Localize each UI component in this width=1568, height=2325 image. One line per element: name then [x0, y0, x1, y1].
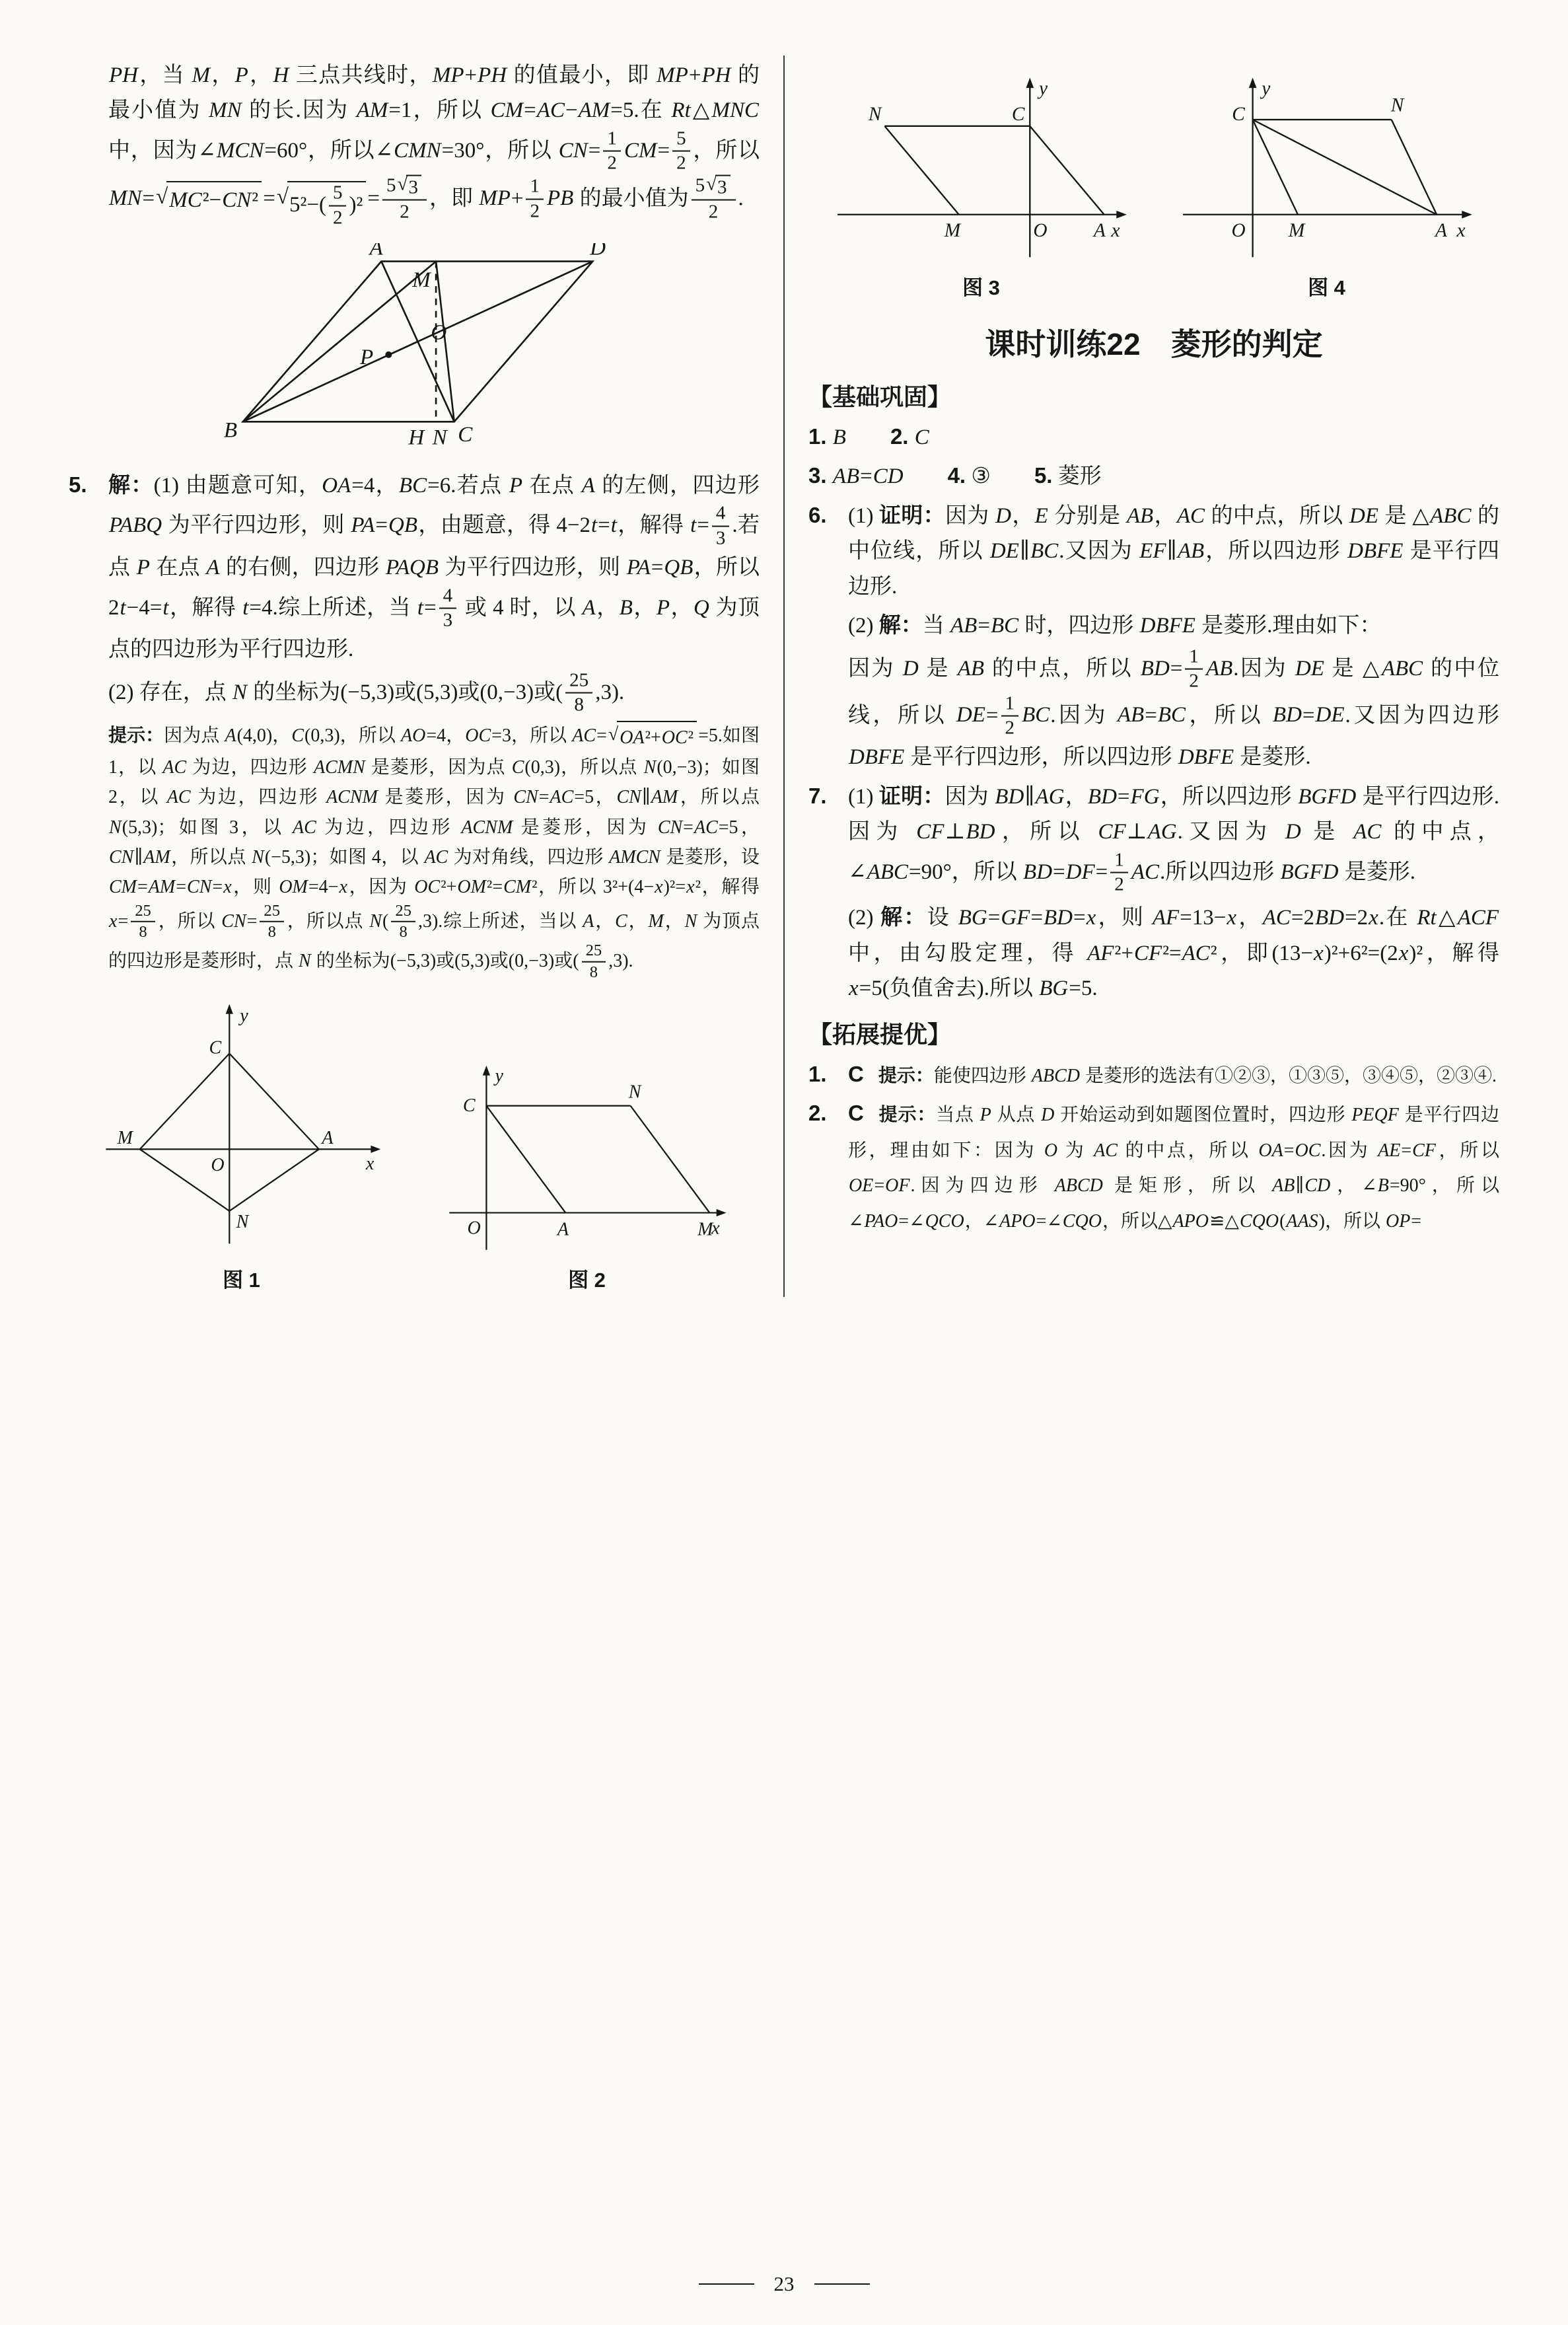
- page-number: 23: [773, 2272, 795, 2295]
- parallelogram-shape: [486, 1106, 709, 1213]
- figure-2-diagram: [442, 1053, 732, 1257]
- vertex-label-A: A: [1093, 219, 1106, 241]
- vertex-label-N: N: [628, 1082, 641, 1103]
- hint-text: 提示：当点 P 从点 D 开始运动到如题图位置时，四边形 PEQF 是平行四边形，理由如下：因为 O 为 AC 的中点，所以 OA=OC.因为 AE=CF，所以 OE=OF.因为四边形 ABCD 是矩形，所以 AB∥CD，∠B=90°，所以∠PAO=∠QCO，∠APO=∠CQO，所以△APO≌△CQO(AAS)，所以 OP=: [848, 1104, 1499, 1232]
- vertex-label-N: N: [868, 104, 882, 126]
- problem-number: 2.: [808, 1101, 827, 1126]
- figure-3-caption: 图 3: [962, 276, 1000, 299]
- axis-label-x: x: [365, 1154, 374, 1175]
- vertex-label-C: C: [1011, 104, 1024, 126]
- problem-6: [808, 498, 1499, 776]
- answers-line-1: 1. B 2. C: [808, 424, 929, 449]
- figures-3-4-row: [808, 65, 1499, 301]
- figure-1-caption: 图 1: [223, 1269, 260, 1292]
- hint-problem-5: [69, 720, 760, 982]
- answers-line-2: 3. AB=CD 4. ③ 5. 菱形: [808, 463, 1102, 489]
- vertex-label-A: A: [557, 1219, 569, 1240]
- figure-parallelogram: [69, 243, 760, 458]
- paragraph: (1) 证明：因为 BD∥AG，BD=FG，所以四边形 BGFD 是平行四边形.因为 CF⊥BD，所以 CF⊥AG.又因为 D 是 AC 的中点，∠ABC=90°，所以 BD=DF= $\frac{1}{2}$ AC.所以四边形 BGFD 是菱形.: [848, 783, 1500, 895]
- figure-2: [414, 1053, 760, 1293]
- figure-1-diagram: [96, 992, 387, 1257]
- footer-rule-right: [814, 2283, 870, 2285]
- vertex-label-A: A: [321, 1128, 334, 1149]
- axis-label-y: y: [1038, 77, 1048, 99]
- vertex-label-D: D: [590, 242, 606, 260]
- vertex-label-M: M: [412, 268, 431, 293]
- lesson-heading: 课时训练22 菱形的判定: [985, 327, 1323, 361]
- axes: [1183, 78, 1472, 258]
- left-column: [69, 55, 783, 1297]
- origin-label: O: [1231, 219, 1246, 241]
- section-extension-label: 【拓展提优】: [808, 1020, 952, 1048]
- vertex-label-C: C: [462, 1095, 476, 1117]
- figures-1-2-row: [69, 992, 760, 1293]
- vertex-label-N: N: [432, 425, 447, 450]
- paragraph: [848, 1056, 1499, 1093]
- axis-label-x: x: [711, 1218, 720, 1239]
- vertex-label-M: M: [944, 219, 960, 241]
- vertex-label-N: N: [236, 1212, 248, 1233]
- extension-item-2: [808, 1095, 1499, 1238]
- parallelogram-shape: [884, 126, 1104, 215]
- problem-5: [69, 467, 760, 718]
- paragraph: (2) 解：当 AB=BC 时，四边形 DBFE 是菱形.理由如下：: [848, 612, 1382, 638]
- vertex-label-O: O: [431, 320, 447, 345]
- axes: [449, 1066, 726, 1250]
- footer-rule-left: [699, 2283, 754, 2285]
- origin-label: O: [1032, 219, 1048, 241]
- paragraph: (2) 解：设 BG=GF=BD=x，则 AF=13−x，AC=2BD=2x.在 Rt△ACF 中，由勾股定理，得 AF²+CF²=AC²，即(13−x)²+6²=(2x)²，解得 x=5(负值舍去).所以 BG=5.: [848, 904, 1499, 1001]
- vertex-label-C: C: [1231, 104, 1245, 126]
- axis-label-x: x: [1110, 219, 1120, 241]
- vertex-label-H: H: [408, 425, 425, 450]
- paragraph: 因为 D 是 AB 的中点，所以 BD= $\frac{1}{2}$ AB.因为 DE 是 △ABC 的中位线，所以 DE= $\frac{1}{2}$ BC.因为 AB=BC，所以 BD=DE.又因为四边形 DBFE 是平行四边形，所以四边形 DBFE 是菱形.: [848, 646, 1500, 770]
- axis-label-y: y: [495, 1066, 503, 1087]
- figure-2-caption: 图 2: [568, 1269, 606, 1292]
- figure-4-caption: 图 4: [1308, 276, 1345, 299]
- paragraph: PH，当 M，P，H 三点共线时，MP+PH 的值最小，即 MP+PH 的最小值为 MN 的长.因为 AM=1，所以 CM=AC−AM=5.在 Rt△MNC 中，因为∠MCN=60°，所以∠CMN=30°，所以 CN= $\frac{1}{2}$ CM= $\frac{5}{2}$ ，所以 MN= √ MC²−CN² = √ 5²−( $\frac{5}{2}$ )² = 5 √ 3 2 ，即 MP+ $\frac{1}{2}$ PB 的最小值为 5 √ 3 2 .: [108, 58, 760, 230]
- axes: [106, 1004, 380, 1244]
- figure-3-diagram: [830, 65, 1133, 265]
- vertex-label-M: M: [1288, 219, 1304, 241]
- origin-label: O: [210, 1155, 225, 1176]
- figure-3: [808, 65, 1154, 301]
- page-footer: [0, 2272, 1568, 2296]
- paragraph: 解：(1) 由题意可知，OA=4，BC=6.若点 P 在点 A 的左侧，四边形 PABQ 为平行四边形，则 PA=QB，由题意，得 4−2t=t，解得 t= $\frac{4}{3}$ .若点 P 在点 A 的右侧，四边形 PAQB 为平行四边形，则 PA=QB，所以 2t−4=t，解得 t=4.综上所述，当 t= $\frac{4}{3}$ 或 4 时，以 A，B，P，Q 为顶点的四边形为平行四边形.: [108, 472, 760, 662]
- solution-continuation: [69, 58, 760, 230]
- vertex-label-C: C: [458, 423, 473, 447]
- problem-7: [808, 778, 1499, 1007]
- vertex-label-A: A: [369, 242, 383, 260]
- hint-paragraph: 提示：因为点 A(4,0)，C(0,3)，所以 AO=4，OC=3，所以 AC= √ OA²+OC² =5.如图 1，以 AC 为边，四边形 ACMN 是菱形，因为点 C(0,3)，所以点 N(0,−3)；如图 2，以 AC 为边，四边形 ACNM 是菱形，因为 CN=AC=5，CN∥AM，所以点 N(5,3)；如图 3，以 AC 为边，四边形 ACNM 是菱形，因为 CN=AC=5，CN∥AM，所以点 N(−5,3)；如图 4，以 AC 为对角线，四边形 AMCN 是菱形，设 CM=AM=CN=x，则 OM=4−x，因为 OC²+OM²=CM²，所以 3²+(4−x)²=x²，解得 x= $\frac{25}{8}$ ，所以 CN= $\frac{25}{8}$ ，所以点 N( $\frac{25}{8}$ ,3).综上所述，当以 A，C，M，N 为顶点的四边形是菱形时，点 N 的坐标为(−5,3)或(5,3)或(0,−3)或( $\frac{25}{8}$ ,3).: [108, 720, 760, 982]
- parallelogram-diagram: [203, 243, 625, 455]
- paragraph: [848, 1095, 1499, 1238]
- problem-number: 7.: [808, 783, 827, 808]
- problem-number: 5.: [69, 472, 87, 497]
- point-P-dot: [385, 351, 392, 358]
- axis-label-y: y: [1261, 77, 1270, 99]
- right-column: [785, 55, 1499, 1297]
- hint-text: 提示：能使四边形 ABCD 是菱形的选法有①②③，①③⑤，③④⑤，②③④.: [878, 1064, 1497, 1086]
- vertex-label-C: C: [208, 1037, 221, 1058]
- origin-label: O: [467, 1218, 481, 1239]
- paragraph: (1) 证明：因为 D，E 分别是 AB，AC 的中点，所以 DE 是 △ABC 的中位线，所以 DE∥BC.又因为 EF∥AB，所以四边形 DBFE 是平行四边形.: [848, 502, 1500, 599]
- rhombus-shape: [1252, 120, 1437, 215]
- answer-letter: C: [848, 1101, 864, 1126]
- figure-1: [69, 992, 414, 1293]
- axis-label-y: y: [239, 1005, 248, 1026]
- vertex-label-A: A: [1435, 219, 1447, 241]
- problem-number: 1.: [808, 1061, 827, 1086]
- answer-letter: C: [848, 1061, 864, 1086]
- vertex-label-M: M: [697, 1219, 713, 1240]
- two-column-layout: [69, 55, 1499, 1297]
- vertex-label-B: B: [223, 418, 238, 443]
- figure-4: [1154, 65, 1499, 301]
- figure-4-diagram: [1175, 65, 1479, 265]
- section-basic-label: 【基础巩固】: [808, 383, 952, 410]
- axis-label-x: x: [1456, 219, 1465, 241]
- extension-item-1: [808, 1056, 1499, 1093]
- vertex-label-P: P: [359, 346, 374, 370]
- problem-number: 6.: [808, 502, 827, 527]
- vertex-label-M: M: [117, 1128, 133, 1149]
- vertex-label-N: N: [1390, 94, 1404, 116]
- paragraph: (2) 存在，点 N 的坐标为(−5,3)或(5,3)或(0,−3)或( $\frac{25}{8}$ ,3).: [108, 669, 625, 716]
